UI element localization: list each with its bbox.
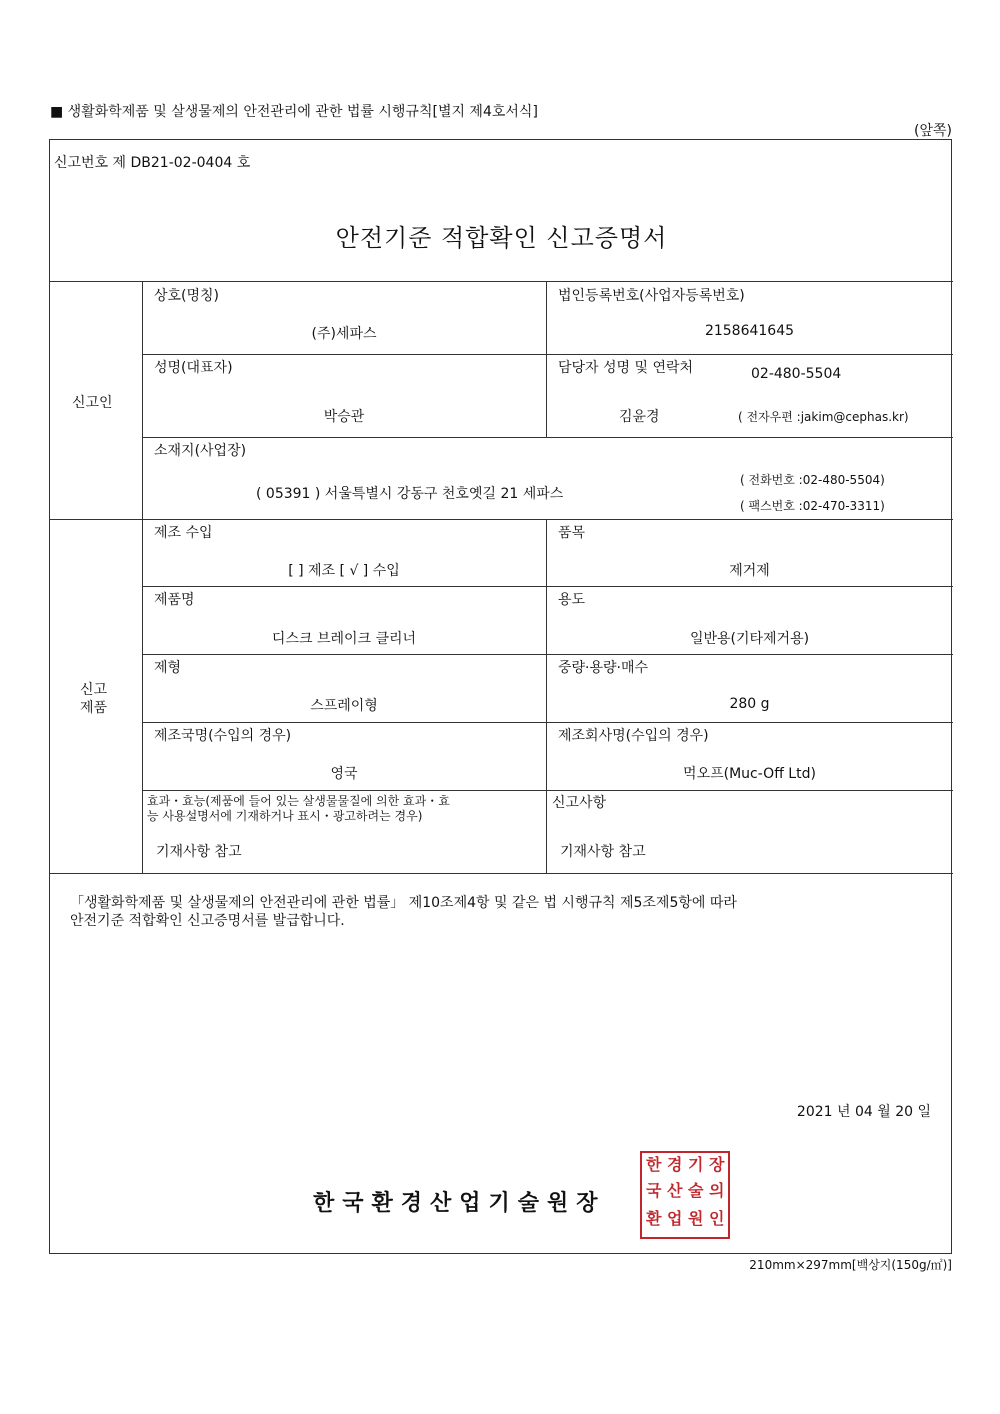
country: 영국 <box>330 766 358 782</box>
reg-no-label: 법인등록번호(사업자등록번호) <box>558 288 745 304</box>
divider <box>142 354 953 355</box>
contact-name: 김윤경 <box>619 409 660 425</box>
category: 제거제 <box>729 563 770 579</box>
seal-glyph: 장 <box>709 1155 725 1174</box>
use-label: 용도 <box>558 592 586 608</box>
representative-name: 박승관 <box>323 409 365 425</box>
product-name-label: 제품명 <box>154 592 195 608</box>
company-name: (주)세파스 <box>311 326 377 342</box>
divider <box>142 437 953 438</box>
divider <box>50 873 953 874</box>
contact-label: 담당자 성명 및 연락처 <box>558 360 694 376</box>
paper-spec: 210mm×297mm[백상지(150g/㎡)] <box>749 1258 952 1272</box>
maker: 먹오프(Muc-Off Ltd) <box>683 766 816 782</box>
seal-glyph: 원 <box>688 1209 704 1228</box>
seal-glyph: 업 <box>667 1209 683 1228</box>
effect-label: 효과・효능(제품에 들어 있는 살생물물질에 의한 효과・효 <box>147 794 450 808</box>
divider <box>142 790 953 791</box>
company-name-label: 상호(명칭) <box>154 288 220 304</box>
issuer-name: 한국환경산업기술원장 <box>313 1191 606 1216</box>
category-label: 품목 <box>558 525 586 541</box>
report: 기재사항 참고 <box>560 844 646 860</box>
seal-glyph: 한 <box>646 1155 662 1174</box>
product-name: 디스크 브레이크 클리너 <box>271 631 417 647</box>
weight: 280 g <box>729 696 770 712</box>
divider <box>50 281 953 282</box>
seal-glyph: 술 <box>688 1181 704 1200</box>
cert-number: 신고번호 제 DB21-02-0404 호 <box>54 155 251 171</box>
front-page-label: (앞쪽) <box>914 123 952 139</box>
issue-date: 2021 년 04 월 20 일 <box>796 1104 931 1120</box>
maker-label: 제조회사명(수입의 경우) <box>558 728 709 744</box>
section-label-product: 제품 <box>80 700 108 716</box>
section-label-product: 신고 <box>80 682 108 698</box>
address-label: 소재지(사업장) <box>154 443 247 459</box>
statement-line: 「생활화학제품 및 살생물제의 안전관리에 관한 법률」 제10조제4항 및 같은 법 시행규칙 제5조제5항에 따라 <box>70 895 737 911</box>
form-label: 제형 <box>154 660 182 676</box>
country-label: 제조국명(수입의 경우) <box>154 728 292 744</box>
divider <box>546 281 547 437</box>
divider <box>142 586 953 587</box>
official-seal <box>640 1151 730 1239</box>
contact-phone: 02-480-5504 <box>751 366 842 382</box>
divider <box>142 654 953 655</box>
certificate-frame <box>49 139 952 1254</box>
effect: 기재사항 참고 <box>156 844 242 860</box>
effect-label: 능 사용설명서에 기재하거나 표시・광고하려는 경우) <box>147 809 423 823</box>
seal-glyph: 기 <box>688 1155 704 1174</box>
seal-glyph: 인 <box>709 1209 725 1228</box>
seal-glyph: 국 <box>646 1181 662 1200</box>
seal-glyph: 산 <box>667 1181 683 1200</box>
statement-line: 안전기준 적합확인 신고증명서를 발급합니다. <box>70 913 345 929</box>
contact-email: ( 전자우편 :jakim@cephas.kr) <box>738 410 909 424</box>
seal-glyph: 경 <box>667 1155 683 1174</box>
representative-label: 성명(대표자) <box>154 360 233 376</box>
use: 일반용(기타제거용) <box>689 631 810 647</box>
form-reference: ■ 생활화학제품 및 살생물제의 안전관리에 관한 법률 시행규칙[별지 제4호서식] <box>50 104 538 120</box>
seal-glyph: 의 <box>709 1181 725 1200</box>
divider <box>142 722 953 723</box>
tel-number: ( 전화번호 :02-480-5504) <box>740 473 885 487</box>
divider <box>50 519 953 520</box>
seal-glyph: 환 <box>646 1209 662 1228</box>
address: ( 05391 ) 서울특별시 강동구 천호옛길 21 세파스 <box>256 486 564 502</box>
form: 스프레이형 <box>310 698 378 714</box>
page-title: 안전기준 적합확인 신고증명서 <box>335 224 668 252</box>
fax-number: ( 팩스번호 :02-470-3311) <box>740 499 885 513</box>
reg-no: 2158641645 <box>704 323 795 339</box>
mfg-import-label: 제조 수입 <box>154 525 213 541</box>
weight-label: 중량·용량·매수 <box>558 660 649 676</box>
mfg-import-value: [ ] 제조 [ √ ] 수입 <box>288 563 400 579</box>
report-label: 신고사항 <box>552 795 607 811</box>
section-label-reporter: 신고인 <box>72 395 113 411</box>
